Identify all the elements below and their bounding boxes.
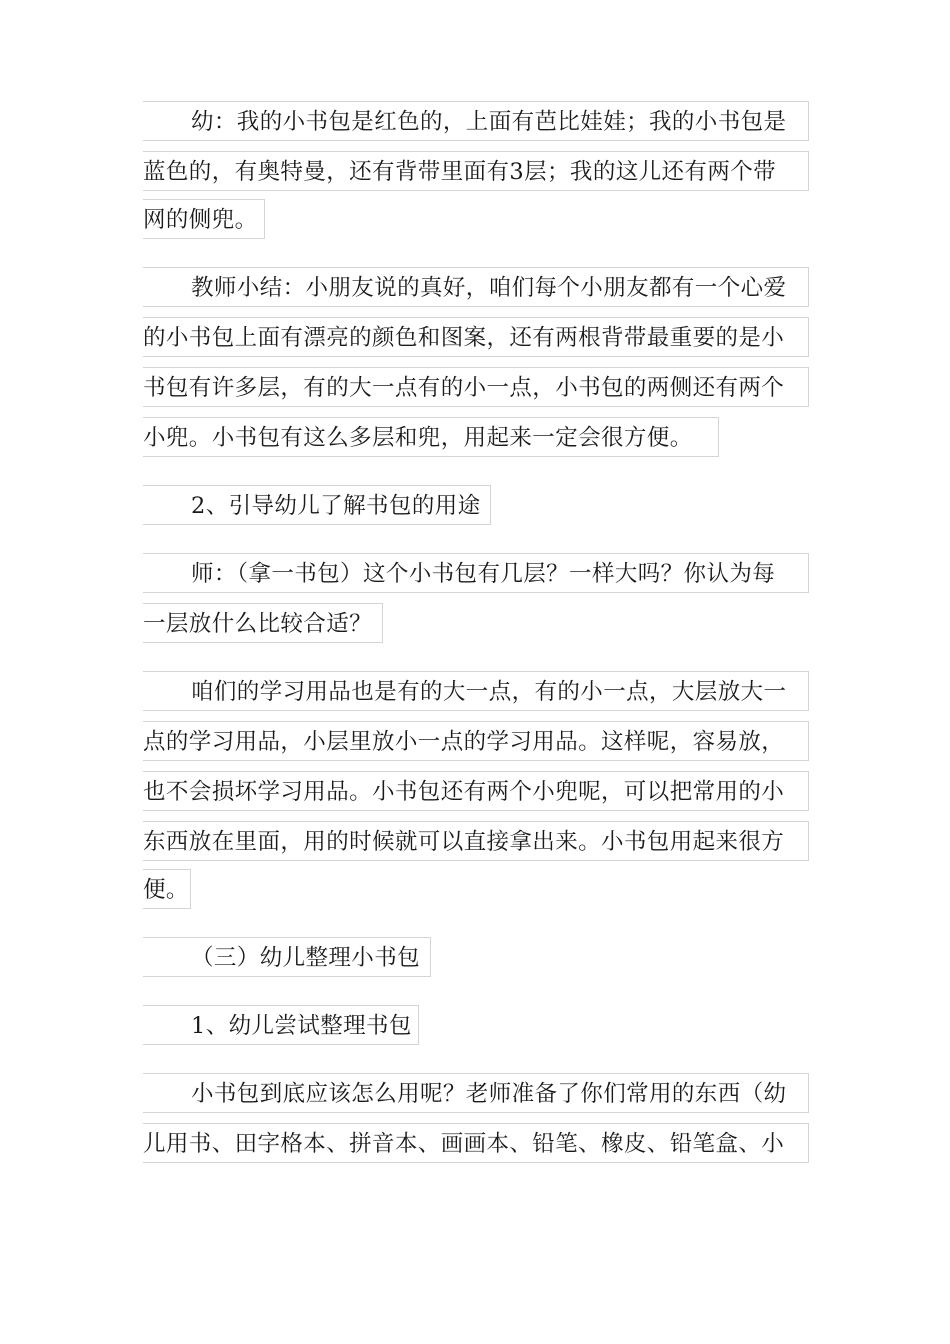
- text-line: 儿用书、田字格本、拼音本、画画本、铅笔、橡皮、铅笔盒、小: [143, 1123, 809, 1163]
- text-line: 小书包到底应该怎么用呢？老师准备了你们常用的东西（幼: [143, 1073, 809, 1113]
- text-line: 的小书包上面有漂亮的颜色和图案，还有两根背带最重要的是小: [143, 317, 809, 357]
- section-heading: 2、引导幼儿了解书包的用途: [143, 485, 491, 525]
- text-line: 幼：我的小书包是红色的，上面有芭比娃娃；我的小书包是: [143, 101, 809, 141]
- section-heading: （三）幼儿整理小书包: [143, 937, 431, 977]
- text-line: 教师小结：小朋友说的真好，咱们每个小朋友都有一个心爱: [143, 267, 809, 307]
- text-line: 也不会损坏学习用品。小书包还有两个小兜呢，可以把常用的小: [143, 771, 809, 811]
- text-line: 东西放在里面，用的时候就可以直接拿出来。小书包用起来很方: [143, 821, 809, 861]
- text-line: 蓝色的，有奥特曼，还有背带里面有3层；我的这儿还有两个带: [143, 151, 809, 191]
- text-line: 咱们的学习用品也是有的大一点，有的小一点，大层放大一: [143, 671, 809, 711]
- text-line: 书包有许多层，有的大一点有的小一点，小书包的两侧还有两个: [143, 367, 809, 407]
- text-line: 一层放什么比较合适？: [143, 603, 383, 643]
- text-line: 师：（拿一书包）这个小书包有几层？一样大吗？你认为每: [143, 553, 809, 593]
- text-line: 点的学习用品，小层里放小一点的学习用品。这样呢，容易放，: [143, 721, 809, 761]
- text-line: 便。: [143, 869, 191, 909]
- text-line: 网的侧兜。: [143, 199, 265, 239]
- text-line: 小兜。小书包有这么多层和兜，用起来一定会很方便。: [143, 417, 719, 457]
- section-heading: 1、幼儿尝试整理书包: [143, 1005, 419, 1045]
